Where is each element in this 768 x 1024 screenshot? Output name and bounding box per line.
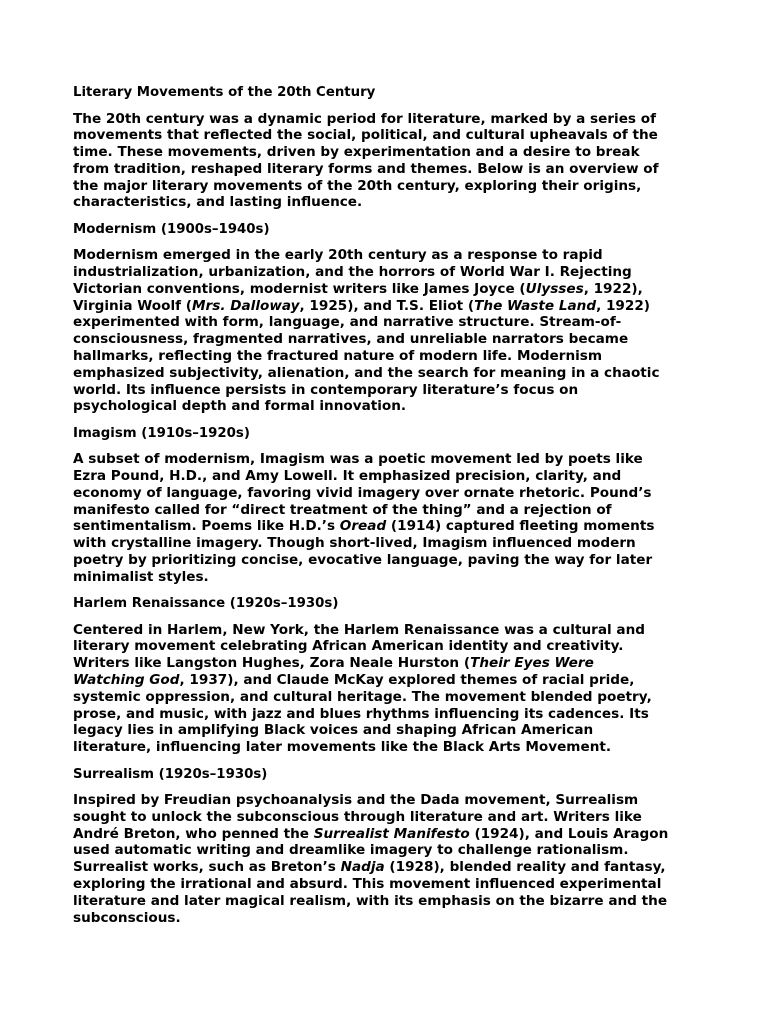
text-segment: Centered in Harlem, New York, the Harlem Renaissance was a cultural and bbox=[73, 621, 645, 638]
text-line bbox=[73, 111, 733, 128]
section-heading: Modernism (1900s–1940s) bbox=[73, 221, 270, 237]
text-segment: world. Its influence persists in contemporary literature’s focus on bbox=[73, 381, 579, 398]
text-segment: from tradition, reshaped literary forms and themes. Below is an overview of bbox=[73, 160, 659, 177]
text-segment: Modernism emerged in the early 20th century as a response to rapid bbox=[73, 247, 603, 264]
text-segment: used automatic writing and dreamlike imagery to challenge rationalism. bbox=[73, 842, 629, 859]
text-segment: Ezra Pound, H.D., and Amy Lowell. It emphasized precision, clarity, and bbox=[73, 468, 622, 485]
text-line bbox=[73, 127, 733, 144]
text-line bbox=[73, 485, 733, 502]
intro-paragraph bbox=[73, 111, 733, 212]
document-body bbox=[73, 84, 733, 936]
text-segment: The 20th century was a dynamic period for literature, marked by a series of bbox=[73, 110, 656, 127]
text-segment: Victorian conventions, modernist writers like James Joyce ( bbox=[73, 280, 526, 297]
text-line bbox=[73, 348, 733, 365]
text-line bbox=[73, 672, 733, 689]
text-segment: time. These movements, driven by experimentation and a desire to break bbox=[73, 144, 640, 161]
text-segment: movements that reflected the social, political, and cultural upheavals of the bbox=[73, 127, 658, 144]
text-line bbox=[73, 518, 733, 535]
section-paragraph bbox=[73, 247, 733, 415]
section-paragraph bbox=[73, 792, 733, 926]
text-line bbox=[73, 382, 733, 399]
text-segment: sought to unlock the subconscious through literature and art. Writers like bbox=[73, 808, 642, 825]
text-segment: sentimentalism. Poems like H.D.’s bbox=[73, 518, 340, 535]
text-line bbox=[73, 502, 733, 519]
text-segment: , 1922), bbox=[583, 280, 643, 297]
text-line bbox=[73, 264, 733, 281]
text-line bbox=[73, 331, 733, 348]
text-line bbox=[73, 535, 733, 552]
text-segment: (1914) captured fleeting moments bbox=[386, 518, 655, 535]
text-line bbox=[73, 689, 733, 706]
text-segment: systemic oppression, and cultural heritage. The movement blended poetry, bbox=[73, 688, 652, 705]
text-segment: consciousness, fragmented narratives, and unreliable narrators became bbox=[73, 331, 629, 348]
text-segment: Inspired by Freudian psychoanalysis and the Dada movement, Surrealism bbox=[73, 792, 639, 808]
text-line bbox=[73, 314, 733, 331]
text-segment: , 1925), and T.S. Eliot ( bbox=[299, 297, 475, 314]
text-segment: Writers like Langston Hughes, Zora Neale Hurston ( bbox=[73, 655, 471, 672]
text-segment: literature, influencing later movements like the Black Arts Movement. bbox=[73, 739, 612, 756]
text-line bbox=[73, 876, 733, 893]
text-segment: prose, and music, with jazz and blues rhythms influencing its cadences. Its bbox=[73, 705, 649, 722]
text-line bbox=[73, 910, 733, 927]
text-line bbox=[73, 365, 733, 382]
document-title: Literary Movements of the 20th Century bbox=[73, 85, 376, 100]
text-segment: Surrealist works, such as Breton’s bbox=[73, 859, 341, 876]
section-heading: Surrealism (1920s–1930s) bbox=[73, 766, 268, 782]
text-segment: literature and later magical realism, with its emphasis on the bizarre and the bbox=[73, 892, 668, 909]
text-segment: A subset of modernism, Imagism was a poetic movement led by poets like bbox=[73, 451, 643, 468]
text-segment: legacy lies in amplifying Black voices and shaping African American bbox=[73, 722, 594, 739]
italic-title: Surrealist Manifesto bbox=[313, 825, 470, 842]
text-line bbox=[73, 706, 733, 723]
text-segment: , 1922) bbox=[596, 297, 651, 314]
text-line bbox=[73, 468, 733, 485]
text-line bbox=[73, 398, 733, 415]
text-line bbox=[73, 451, 733, 468]
sections bbox=[73, 221, 733, 927]
text-segment: poetry by prioritizing concise, evocative language, paving the way for later bbox=[73, 552, 653, 569]
section-heading: Imagism (1910s–1920s) bbox=[73, 425, 250, 441]
text-line bbox=[73, 859, 733, 876]
italic-title: Ulysses bbox=[525, 280, 584, 297]
italic-title: Nadja bbox=[340, 859, 385, 876]
text-segment: industrialization, urbanization, and the horrors of World War I. Rejecting bbox=[73, 264, 632, 281]
text-segment: literary movement celebrating African American identity and creativity. bbox=[73, 638, 624, 655]
italic-title: Mrs. Dalloway bbox=[192, 297, 300, 314]
text-line bbox=[73, 569, 733, 586]
text-line bbox=[73, 194, 733, 211]
italic-title: The Waste Land bbox=[474, 297, 597, 314]
text-segment: emphasized subjectivity, alienation, and the search for meaning in a chaotic bbox=[73, 364, 660, 381]
text-segment: psychological depth and formal innovation. bbox=[73, 398, 407, 415]
italic-title: Watching God bbox=[73, 672, 180, 689]
text-segment: subconscious. bbox=[73, 909, 181, 926]
text-line bbox=[73, 622, 733, 639]
text-segment: (1928), blended reality and fantasy, bbox=[384, 859, 666, 876]
text-line bbox=[73, 638, 733, 655]
text-line bbox=[73, 247, 733, 264]
text-line bbox=[73, 893, 733, 910]
section-paragraph bbox=[73, 622, 733, 756]
text-segment: characteristics, and lasting influence. bbox=[73, 194, 363, 211]
text-segment: manifesto called for “direct treatment of the thing” and a rejection of bbox=[73, 501, 612, 518]
text-segment: Virginia Woolf ( bbox=[73, 297, 192, 314]
section-heading: Harlem Renaissance (1920s–1930s) bbox=[73, 596, 339, 612]
italic-title: Oread bbox=[339, 518, 387, 535]
text-line bbox=[73, 298, 733, 315]
text-segment: hallmarks, reflecting the fractured nature of modern life. Modernism bbox=[73, 348, 603, 365]
text-line bbox=[73, 722, 733, 739]
italic-title: Their Eyes Were bbox=[470, 655, 594, 672]
text-segment: experimented with form, language, and narrative structure. Stream-of- bbox=[73, 314, 622, 331]
text-segment: (1924), and Louis Aragon bbox=[469, 825, 669, 842]
text-line bbox=[73, 809, 733, 826]
text-segment: André Breton, who penned the bbox=[73, 825, 314, 842]
text-segment: the major literary movements of the 20th century, exploring their origins, bbox=[73, 177, 642, 194]
text-line bbox=[73, 739, 733, 756]
text-line bbox=[73, 552, 733, 569]
text-segment: with crystalline imagery. Though short-lived, Imagism influenced modern bbox=[73, 535, 636, 552]
text-segment: , 1937), and Claude McKay explored themes of racial pride, bbox=[179, 672, 635, 689]
text-line bbox=[73, 842, 733, 859]
text-line bbox=[73, 792, 733, 809]
text-line bbox=[73, 161, 733, 178]
text-segment: minimalist styles. bbox=[73, 568, 209, 585]
text-segment: economy of language, favoring vivid imagery over ornate rhetoric. Pound’s bbox=[73, 484, 652, 501]
text-line bbox=[73, 826, 733, 843]
text-segment: exploring the irrational and absurd. This movement influenced experimental bbox=[73, 875, 662, 892]
text-line bbox=[73, 655, 733, 672]
section-paragraph bbox=[73, 451, 733, 585]
text-line bbox=[73, 178, 733, 195]
text-line bbox=[73, 281, 733, 298]
text-line bbox=[73, 144, 733, 161]
